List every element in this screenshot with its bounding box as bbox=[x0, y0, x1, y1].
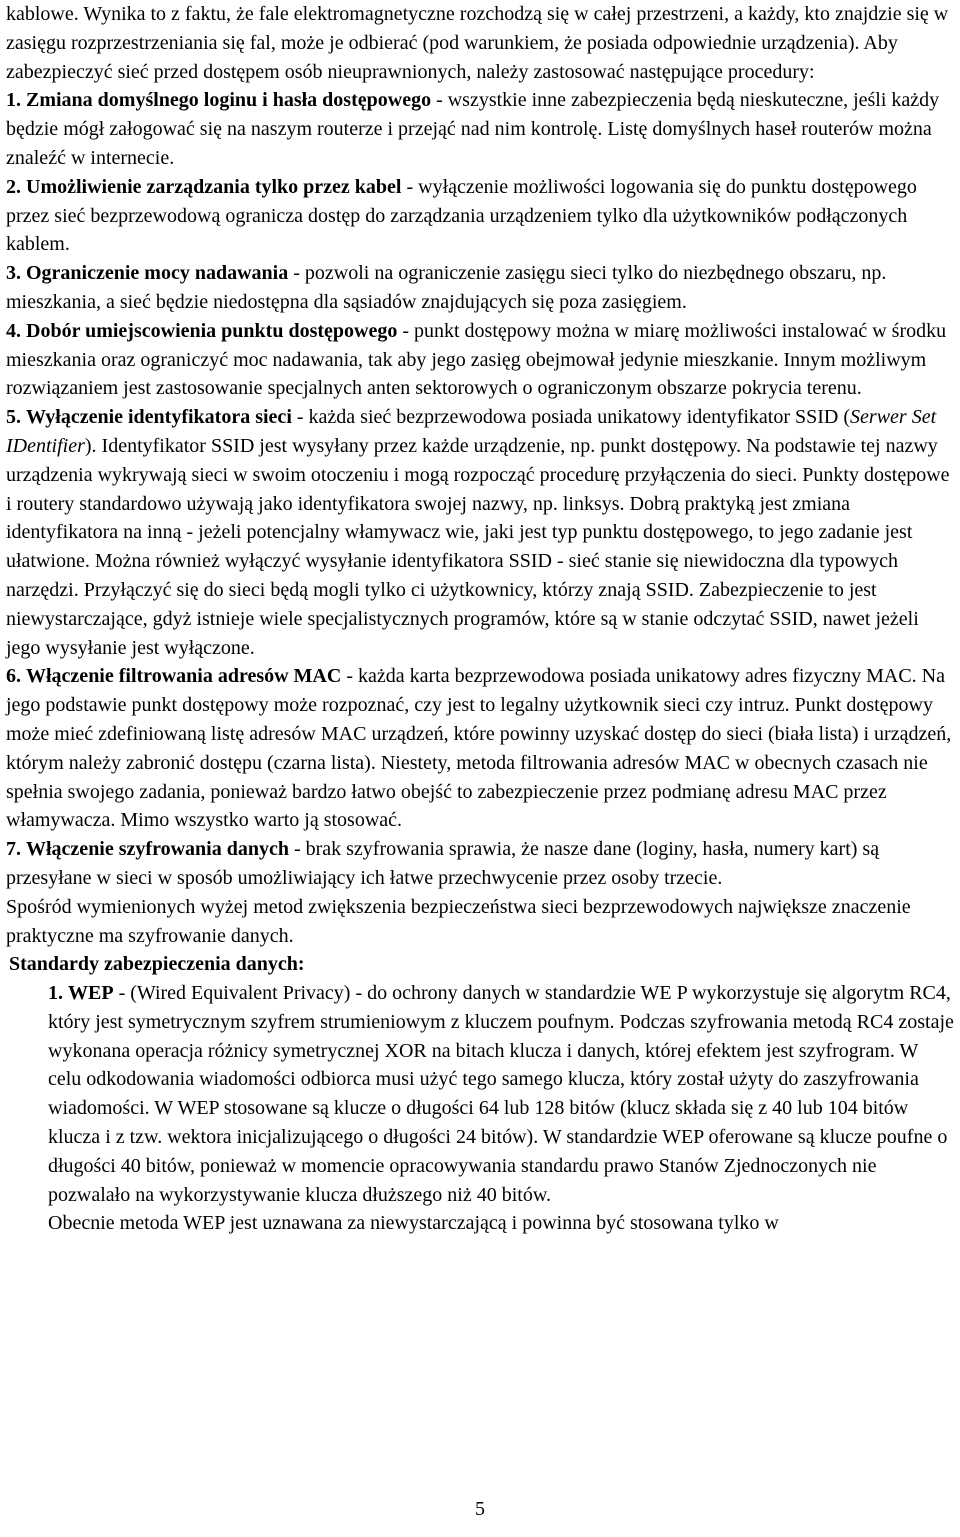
item-text: - wszystkie inne zabezpieczenia będą nieskuteczne, jeśli każdy będzie mógł załogować się na naszym routerze i przejąć nad nim kontrolę. Listę domyślnych haseł routerów można znaleźć w internecie. bbox=[6, 89, 940, 169]
item-title: Włączenie szyfrowania danych bbox=[26, 838, 289, 861]
item-title: Dobór umiejscowienia punktu dostępowego bbox=[26, 319, 398, 342]
intro-paragraph: kablowe. Wynika to z faktu, że fale elektromagnetyczne rozchodzą się w całej przestrzeni, a każdy, kto znajdzie się w zasięgu rozprzestrzeniania się fal, może je odbierać (pod warunkiem, że posiada odpowiednie urządzenia). Aby zabezpieczyć sieć przed dostępem osób nieuprawnionych, należy zastosować następujące procedury: bbox=[6, 3, 949, 83]
item-number: 1. bbox=[6, 89, 21, 112]
closing-paragraph: Obecnie metoda WEP jest uznawana za niewystarczającą i powinna być stosowana tylko w bbox=[48, 1212, 779, 1235]
standard-item-wep bbox=[6, 979, 956, 1209]
procedure-item-2 bbox=[6, 173, 956, 259]
item-number: 1. bbox=[48, 982, 63, 1005]
item-number: 5. bbox=[6, 406, 21, 429]
item-number: 4. bbox=[6, 319, 21, 342]
ssid-expansion: Serwer Set IDentifier bbox=[6, 406, 937, 457]
item-number: 3. bbox=[6, 262, 21, 285]
page-number: 5 bbox=[475, 1498, 485, 1520]
procedure-item-7 bbox=[6, 835, 956, 893]
item-number: 7. bbox=[6, 838, 21, 861]
item-text: - brak szyfrowania sprawia, że nasze dane (loginy, hasła, numery kart) są przesyłane w sieci w sposób umożliwiający ich łatwe przechwycenie przez osoby trzecie. bbox=[6, 838, 880, 889]
item-title: Umożliwienie zarządzania tylko przez kabel bbox=[26, 175, 402, 198]
document-body bbox=[6, 0, 956, 1238]
item-text: - każda sieć bezprzewodowa posiada unikatowy identyfikator SSID ( bbox=[291, 406, 851, 429]
item-number: 6. bbox=[6, 665, 21, 688]
item-text: - wyłączenie możliwości logowania się do punktu dostępowego przez sieć bezprzewodową ogranicza dostęp do zarządzania urządzeniem tylko dla użytkowników podłączonych kablem. bbox=[6, 175, 917, 256]
item-title: Włączenie filtrowania adresów MAC bbox=[26, 665, 342, 688]
procedure-item-5 bbox=[6, 403, 956, 662]
item-title: WEP bbox=[68, 982, 114, 1005]
procedure-item-3 bbox=[6, 259, 956, 317]
item-title: Zmiana domyślnego loginu i hasła dostępowego bbox=[26, 89, 432, 112]
item-text: - każda karta bezprzewodowa posiada unikatowy adres fizyczny MAC. Na jego podstawie punkt dostępowy może rozpoznać, czy jest to legalny użytkownik sieci czy intruz. Punkt dostępowy może mieć zdefiniowaną listę adresów MAC urządzeń, które powinny uzyskać dostęp do sieci (biała lista) i urządzeń, którym należy zabronić dostępu (czarna lista). Niestety, metoda filtrowania adresów MAC w obecnych czasach nie spełnia swojego zadania, ponieważ bardzo łatwo obejść to zabezpieczenie przez podmianę adresu MAC przez włamywacza. Mimo wszystko warto ją stosować. bbox=[6, 665, 952, 832]
item-number: 2. bbox=[6, 175, 21, 198]
procedure-item-4 bbox=[6, 317, 956, 403]
item-text: - pozwoli na ograniczenie zasięgu sieci tylko do niezbędnego obszaru, np. mieszkania, a sieć będzie niedostępna dla sąsiadów znajdujących się poza zasięgiem. bbox=[6, 262, 887, 313]
item-text: - (Wired Equivalent Privacy) - do ochrony danych w standardzie WE P wykorzystuje się algorytm RC4, który jest symetrycznym szyfrem strumieniowym z kluczem poufnym. Podczas szyfrowania metodą RC4 zostaje wykonana operacja różnicy symetrycznej XOR na bitach klucza i danych, której efektem jest szyfrogram. W celu odkodowania wiadomości odbiorca musi użyć tego samego klucza, który został użyty do zaszyfrowania wiadomości. W WEP stosowane są klucze o długości 64 lub 128 bitów (klucz składa się z 40 lub 104 bitów klucza i z tzw. wektora inicjalizującego o długości 24 bitów). W standardzie WEP oferowane są klucze poufne o długości 40 bitów, ponieważ w momencie opracowywania standardu prawo Stanów Zjednoczonych nie pozwalało na wykorzystywanie klucza dłuższego niż 40 bitów. bbox=[48, 982, 954, 1206]
item-text: - punkt dostępowy można w miarę możliwości instalować w środku mieszkania oraz ograniczyć moc nadawania, tak aby jego zasięg obejmował jedynie mieszkanie. Innym możliwym rozwiązaniem jest zastosowanie specjalnych anten sektorowych o ograniczonym obszarze pokrycia terenu. bbox=[6, 319, 947, 400]
item-title: Ograniczenie mocy nadawania bbox=[26, 262, 289, 285]
procedure-item-6 bbox=[6, 662, 956, 835]
summary-paragraph: Spośród wymienionych wyżej metod zwiększenia bezpieczeństwa sieci bezprzewodowych największe znaczenie praktyczne ma szyfrowanie danych. bbox=[6, 895, 911, 947]
standards-heading: Standardy zabezpieczenia danych: bbox=[9, 953, 305, 976]
item-title: Wyłączenie identyfikatora sieci bbox=[26, 406, 292, 429]
procedure-item-1 bbox=[6, 86, 956, 172]
item-text-continued: ). Identyfikator SSID jest wysyłany przez każde urządzenie, np. punkt dostępowy. Na podstawie tej nazwy urządzenia wykrywają sieci w swoim otoczeniu i mogą rozpocząć procedurę przyłączenia do sieci. Punkty dostępowe i routery standardowo używają jako identyfikatora swojej nazwy, np. linksys. Dobrą praktyką jest zmiana identyfikatora na inną - jeżeli potencjalny włamywacz wie, jaki jest typ punktu dostępowego, to jego zadanie jest ułatwione. Można również wyłączyć wysyłanie identyfikatora SSID - sieć stanie się niewidoczna dla typowych narzędzi. Przyłączyć się do sieci będą mogli tylko ci użytkownicy, którzy znają SSID. Zabezpieczenie to jest niewystarczające, gdyż istnieje wiele specjalistycznych programów, które są w stanie odczytać SSID, nawet jeżeli jego wysyłanie jest wyłączone. bbox=[6, 434, 950, 659]
